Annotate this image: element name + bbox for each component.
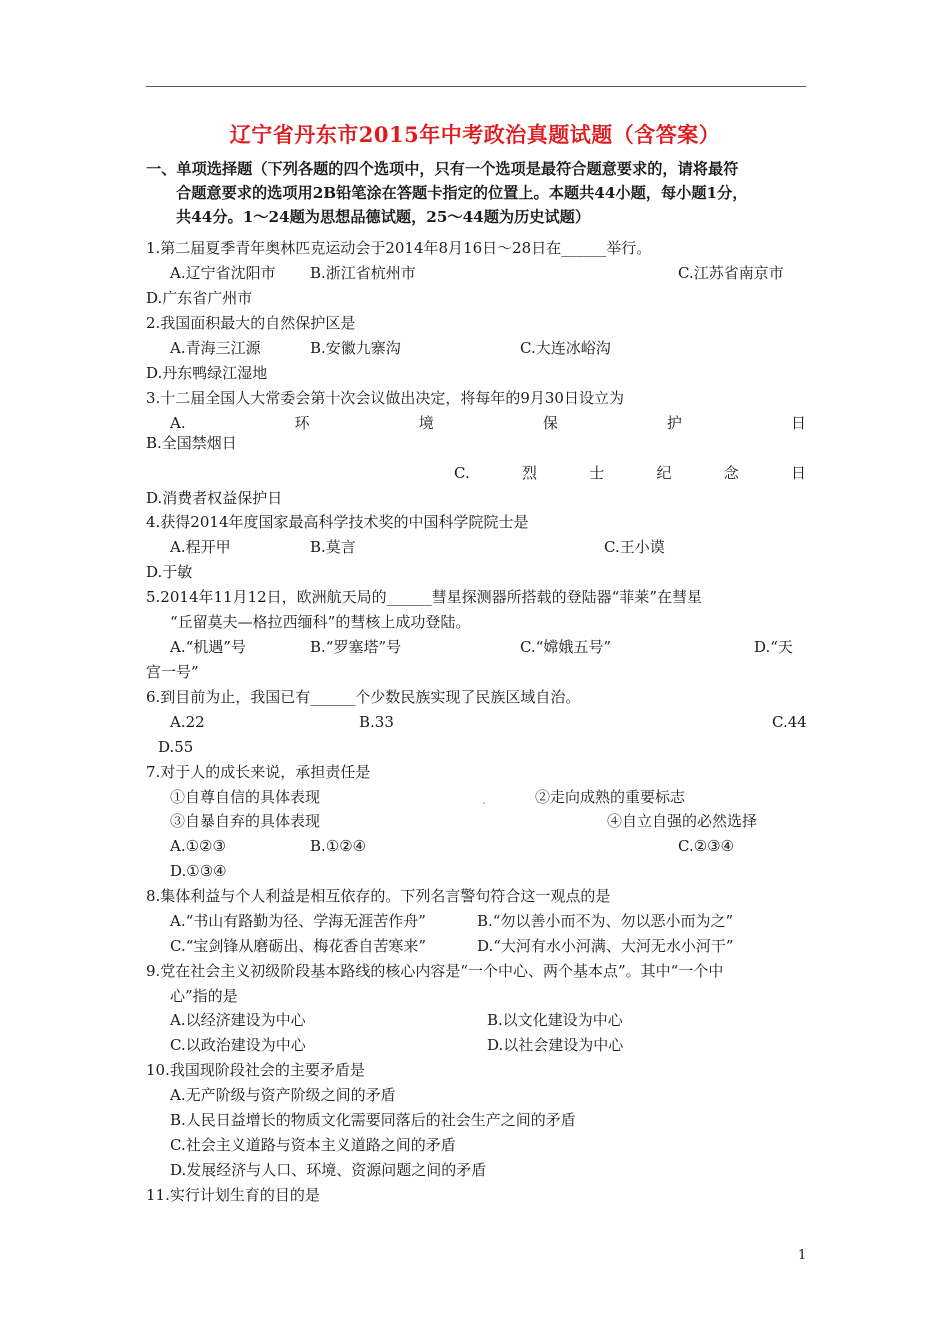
q5-option-a: A.“机遇”号 xyxy=(170,638,246,656)
q4-option-d: D.于敏 xyxy=(146,563,193,581)
q7-statement-1: ①自尊自信的具体表现 xyxy=(170,788,321,806)
q9-stem-line-1: 9.党在社会主义初级阶段基本路线的核心内容是“一个中心、两个基本点”。其中“一个中 xyxy=(146,962,724,980)
q9-option-a: A.以经济建设为中心 xyxy=(170,1011,306,1029)
q6-stem: 6.到目前为止，我国已有______个少数民族实现了民族区域自治。 xyxy=(146,688,581,706)
q3-stem: 3.十二届全国人大常委会第十次会议做出决定，将每年的9月30日设立为 xyxy=(146,389,624,407)
q9-stem-line-2: 心”指的是 xyxy=(170,987,238,1005)
q3-a-char: 环 xyxy=(294,414,310,432)
q3-c-char: 纪 xyxy=(656,464,672,482)
q9-option-b: B.以文化建设为中心 xyxy=(487,1011,623,1029)
page-title: 辽宁省丹东市2015年中考政治真题试题（含答案） xyxy=(229,122,721,147)
q10-option-b: B.人民日益增长的物质文化需要同落后的社会生产之间的矛盾 xyxy=(170,1111,576,1129)
q8-option-b: B.“勿以善小而不为、勿以恶小而为之” xyxy=(477,912,734,930)
section-line-3: 共44分。1～24题为思想品德试题，25～44题为历史试题） xyxy=(176,208,591,226)
q5-stem-line-2: “丘留莫夫—格拉西缅科”的彗核上成功登陆。 xyxy=(170,613,471,631)
q8-option-a: A.“书山有路勤为径、学海无涯苦作舟” xyxy=(170,912,426,930)
q4-option-c: C.王小谟 xyxy=(604,538,665,556)
q3-a-char: 境 xyxy=(418,414,434,432)
q3-c-char: 日 xyxy=(790,464,806,482)
q8-option-d: D.“大河有水小河满、大河无水小河干” xyxy=(477,937,734,955)
q10-option-d: D.发展经济与人口、环境、资源问题之间的矛盾 xyxy=(170,1161,487,1179)
q9-option-d: D.以社会建设为中心 xyxy=(487,1036,624,1054)
q3-option-d: D.消费者权益保护日 xyxy=(146,489,283,507)
header-rule xyxy=(146,86,806,87)
q6-option-a: A.22 xyxy=(170,713,205,731)
q7-statement-3: ③自暴自弃的具体表现 xyxy=(170,812,321,830)
q1-option-c: C.江苏省南京市 xyxy=(678,264,784,282)
q9-option-c: C.以政治建设为中心 xyxy=(170,1036,306,1054)
q3-a-char: 护 xyxy=(666,414,682,432)
q1-option-b: B.浙江省杭州市 xyxy=(310,264,416,282)
q2-stem: 2.我国面积最大的自然保护区是 xyxy=(146,314,356,332)
q1-option-d: D.广东省广州市 xyxy=(146,289,253,307)
q10-option-a: A.无产阶级与资产阶级之间的矛盾 xyxy=(170,1086,396,1104)
q5-option-b: B.“罗塞塔”号 xyxy=(310,638,402,656)
q10-stem: 10.我国现阶段社会的主要矛盾是 xyxy=(146,1061,365,1079)
q1-option-a: A.辽宁省沈阳市 xyxy=(170,264,276,282)
section-instructions xyxy=(146,157,808,229)
q3-a-char: 日 xyxy=(790,414,806,432)
q8-option-c: C.“宝剑锋从磨砺出、梅花香自苦寒来” xyxy=(170,937,427,955)
q8-stem: 8.集体利益与个人利益是相互依存的。下列名言警句符合这一观点的是 xyxy=(146,887,611,905)
q7-option-a: A.①②③ xyxy=(170,837,226,855)
q2-option-c: C.大连冰峪沟 xyxy=(520,339,611,357)
q10-option-c: C.社会主义道路与资本主义道路之间的矛盾 xyxy=(170,1136,456,1154)
q2-option-b: B.安徽九寨沟 xyxy=(310,339,401,357)
page-number: 1 xyxy=(798,1248,807,1263)
q5-option-c: C.“嫦娥五号” xyxy=(520,638,612,656)
q3-c-char: 念 xyxy=(723,464,739,482)
q3-option-a xyxy=(170,413,806,433)
q3-option-c xyxy=(454,463,806,483)
q6-option-c: C.44 xyxy=(772,713,807,731)
q11-stem: 11.实行计划生育的目的是 xyxy=(146,1186,320,1204)
q2-option-a: A.青海三江源 xyxy=(170,339,261,357)
q5-stem-line-1: 5.2014年11月12日，欧洲航天局的______彗星探测器所搭载的登陆器“菲莱”在彗星 xyxy=(146,588,702,606)
q5-option-d: D.“天 xyxy=(754,638,793,656)
q6-option-b: B.33 xyxy=(359,713,394,731)
q2-option-d: D.丹东鸭绿江湿地 xyxy=(146,364,268,382)
q4-option-b: B.莫言 xyxy=(310,538,356,556)
section-line-2: 合题意要求的选项用2B铅笔涂在答题卡指定的位置上。本题共44小题，每小题1分， xyxy=(176,184,748,202)
q3-c-char: C. xyxy=(454,464,470,482)
q3-a-char: A. xyxy=(170,414,186,432)
q7-statement-2: ②走向成熟的重要标志 xyxy=(535,788,686,806)
q3-c-char: 士 xyxy=(589,464,605,482)
q7-option-b: B.①②④ xyxy=(310,837,367,855)
scan-dot xyxy=(483,802,485,804)
q7-stem: 7.对于人的成长来说，承担责任是 xyxy=(146,763,371,781)
q7-statement-4: ④自立自强的必然选择 xyxy=(607,812,758,830)
q3-a-char: 保 xyxy=(542,414,558,432)
q4-stem: 4.获得2014年度国家最高科学技术奖的中国科学院院士是 xyxy=(146,513,529,531)
q6-option-d: D.55 xyxy=(158,738,194,756)
section-line-1: 一、单项选择题（下列各题的四个选项中，只有一个选项是最符合题意要求的，请将最符 xyxy=(146,160,739,178)
q3-option-b: B.全国禁烟日 xyxy=(146,434,237,452)
q5-option-d-continued: 宫一号” xyxy=(146,663,199,681)
q1-stem: 1.第二届夏季青年奥林匹克运动会于2014年8月16日～28日在______举行。 xyxy=(146,239,652,257)
q7-option-c: C.②③④ xyxy=(678,837,735,855)
q4-option-a: A.程开甲 xyxy=(170,538,231,556)
q3-c-char: 烈 xyxy=(521,464,537,482)
q7-option-d: D.①③④ xyxy=(170,862,227,880)
